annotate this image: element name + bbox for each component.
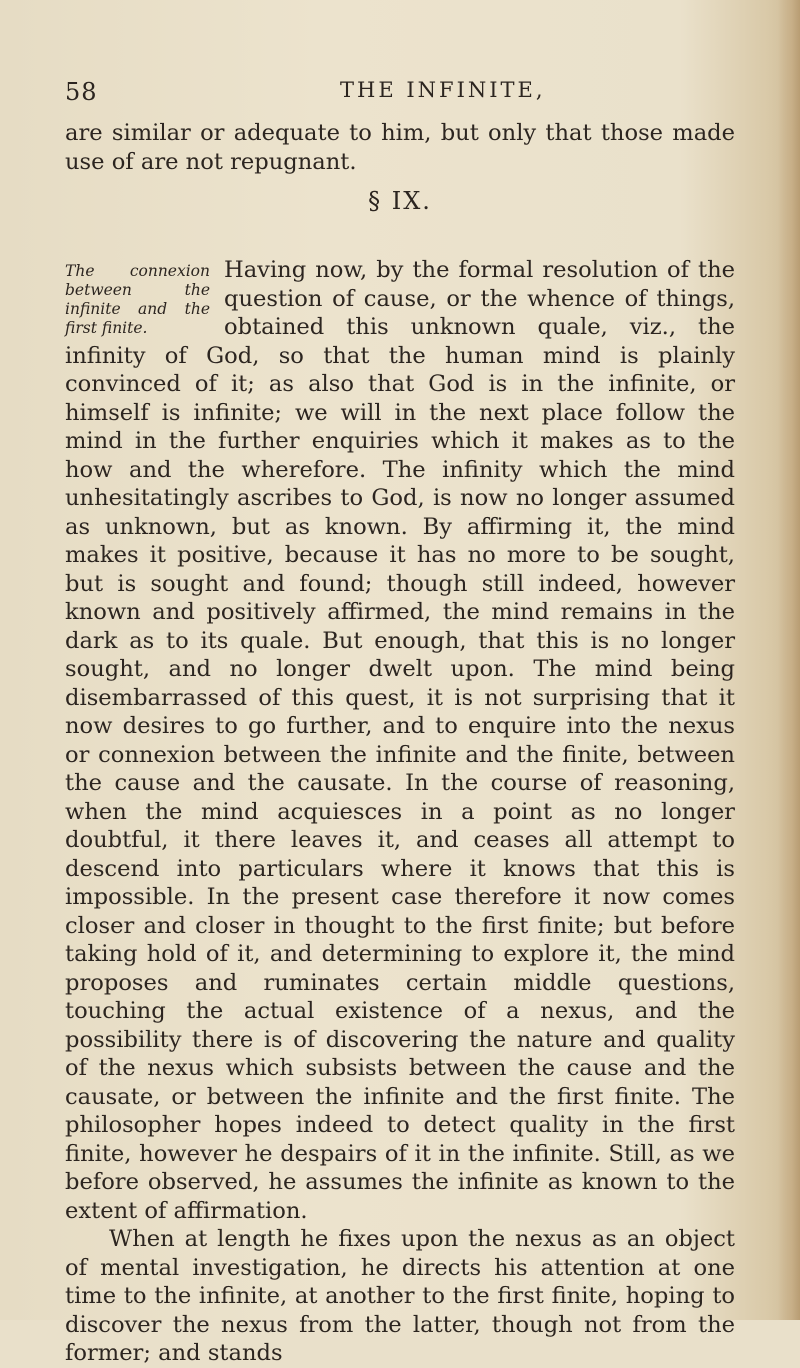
page-header	[65, 70, 705, 110]
paragraph: When at length he fixes upon the nexus as an object of mental investigation, he directs his attention at one time to the infinite, at another to the first finite, hoping to discover the nexus from the latter, though not from the former; and stands	[65, 1226, 735, 1366]
section-heading: § IX.	[368, 187, 432, 215]
running-head: THE INFINITE,	[340, 78, 546, 102]
margin-note: The connexion between the infinite and the first finite.	[65, 262, 210, 337]
page-number: 58	[65, 78, 98, 106]
opening-text: are similar or adequate to him, but only that those made use of are not repugnant.	[65, 120, 735, 175]
section-body	[65, 256, 735, 1368]
paragraph: Having now, by the formal resolution of the question of cause, or the whence of things, obtained this unknown quale, viz., the infinity of God, so that the human mind is plainly convinced of it; as also that God is in the infinite, or himself is infinite; we will in the next place follow the mind in the further enquiries which it makes as to the how and the wherefore. The infinity which the mind unhesitatingly ascribes to God, is now no longer assumed as unknown, but as known. By affirming it, the mind makes it positive, because it has no more to be sought, but is sought and found; though still indeed, however known and positively affirmed, the mind remains in the dark as to its quale. But enough, that this is no longer sought, and no longer dwelt upon. The mind being disembarrassed of this quest, it is not surprising that it now desires to go further, and to enquire into the nexus or connexion between the infinite and the finite, between the cause and the causate. In the course of reasoning, when the mind acquiesces in a point as no longer doubtful, it there leaves it, and ceases all attempt to descend into particulars where it knows that this is impossible. In the present case therefore it now comes closer and closer in thought to the first finite; but before taking hold of it, and determining to explore it, the mind proposes and ruminates certain middle questions, touching the actual existence of a nexus, and the possibility there is of discovering the nature and quality of the nexus which subsists between the cause and the causate, or between the infinite and the first finite. The philosopher hopes indeed to detect quality in the first finite, however he despairs of it in the infinite. Still, as we before observed, he assumes the infinite as known to the extent of affirmation.	[65, 257, 735, 1224]
